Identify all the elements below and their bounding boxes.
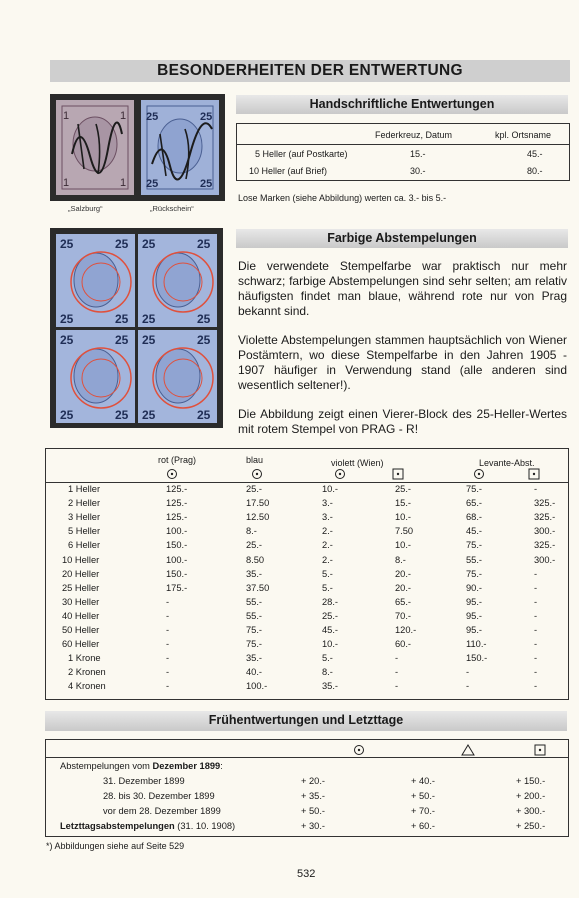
circle-dot-icon [168, 470, 177, 479]
early-row-v1: + 50.- [301, 806, 326, 816]
svg-text:25: 25 [146, 178, 159, 190]
table-cell: 20.- [395, 568, 412, 579]
early-row-label: 31. Dezember 1899 [103, 776, 185, 786]
stamp-value-label: 25 [60, 237, 74, 251]
table-cell: 125.- [166, 484, 188, 494]
caption-rueckschein: „Rückschein“ [150, 204, 194, 213]
stamp-value-label: 25 [115, 333, 129, 347]
page-number: 532 [297, 868, 316, 880]
table-cell: 75.- [466, 568, 483, 579]
table-cell: - [166, 610, 170, 621]
cancel-type-icons [46, 467, 568, 481]
stamp-value-label: 25 [115, 312, 129, 326]
table-cell: - [395, 681, 399, 692]
table-cell: 110.- [466, 639, 487, 650]
early-row-v1: + 20.- [301, 776, 326, 786]
header-blau: blau [246, 455, 264, 465]
table-cell: 45.- [322, 625, 339, 635]
stamp-value-label: 25 [142, 333, 156, 347]
circle-dot-icon [475, 470, 484, 479]
table-cell: - [534, 568, 538, 579]
table-cell: - [166, 667, 170, 678]
svg-text:1: 1 [63, 177, 70, 189]
table-cell: 28.- [322, 596, 339, 607]
table-row-label: 40 Heller [62, 610, 100, 621]
stamp-block-image [50, 228, 223, 428]
stamp [56, 330, 135, 423]
col-header-federkreuz: Federkreuz, Datum [375, 130, 453, 140]
table-cell: 55.- [466, 554, 483, 565]
svg-text:1: 1 [120, 177, 127, 189]
table-cell: 325.- [534, 540, 556, 551]
header-levante: Levante-Abst. [479, 458, 535, 468]
table-cell: - [466, 667, 470, 678]
last-day-v3: + 250.- [516, 821, 546, 831]
svg-text:1: 1 [63, 110, 70, 122]
handwritten-row-v2: 45.- [527, 149, 543, 159]
stamp-value-label: 25 [115, 237, 129, 251]
table-cell: - [534, 582, 538, 593]
table-cell: 17.50 [246, 498, 270, 509]
handwritten-row-v2: 80.- [527, 166, 543, 176]
col-header-ortsname: kpl. Ortsname [495, 130, 552, 140]
stamp [138, 234, 217, 327]
table-row-label: 6 Heller [68, 540, 101, 551]
table-cell: 120.- [395, 625, 417, 635]
handwritten-row-label: 10 Heller (auf Brief) [249, 166, 328, 176]
section-title-early-late: Frühentwertungen und Letzttage [45, 711, 567, 731]
table-cell: 150.- [466, 653, 488, 664]
stamp-value-label: 25 [197, 312, 211, 326]
last-day-bold: Letzttagsabstempelungen [60, 821, 175, 831]
table-cell: 5.- [322, 653, 333, 664]
svg-text:25: 25 [200, 111, 213, 123]
paragraph-3: Die Abbildung zeigt einen Vierer-Block des 25-Heller-Wertes mit rotem Stempel von PRAG - R! [238, 407, 567, 436]
table-row-label: 20 Heller [62, 568, 100, 579]
early-row-label: 28. bis 30. Dezember 1899 [103, 791, 215, 801]
table-cell: 55.- [246, 596, 263, 607]
table-row-label: 30 Heller [62, 596, 100, 607]
table-cell: - [395, 667, 399, 678]
early-row-label: vor dem 28. Dezember 1899 [103, 806, 221, 816]
header-rot-prag: rot (Prag) [158, 455, 197, 465]
table-cell: 15.- [395, 498, 412, 509]
table-cell: 100.- [166, 554, 188, 565]
table-cell: 70.- [395, 610, 412, 621]
footnote: *) Abbildungen siehe auf Seite 529 [46, 841, 185, 851]
table-cell: 35.- [246, 568, 263, 579]
table-cell: - [534, 639, 538, 650]
square-dot-icon [535, 745, 545, 755]
last-day-line [60, 821, 235, 831]
table-cell: - [166, 639, 170, 650]
main-price-table [45, 448, 569, 700]
last-day-v2: + 60.- [411, 821, 436, 831]
table-cell: 8.- [322, 667, 333, 678]
table-cell: - [534, 610, 538, 621]
table-cell: 37.50 [246, 582, 270, 593]
table-cell: 7.50 [395, 526, 414, 537]
table-row-label: 60 Heller [62, 639, 100, 650]
handwritten-table [236, 123, 570, 181]
caption-salzburg: „Salzburg“ [68, 204, 103, 213]
table-cell: 45.- [466, 526, 483, 537]
svg-text:25: 25 [200, 178, 213, 190]
table-cell: 10.- [322, 484, 339, 494]
svg-text:25: 25 [146, 111, 159, 123]
table-cell: 35.- [246, 653, 263, 664]
table-cell: 65.- [395, 596, 412, 607]
handwritten-stamps-svg [50, 94, 225, 201]
early-row-v3: + 300.- [516, 806, 546, 816]
stamp-value-label: 25 [142, 312, 156, 326]
table-cell: 2.- [322, 554, 333, 565]
intro-line [60, 761, 223, 771]
table-cell: 90.- [466, 582, 483, 593]
stamp-value-label: 25 [115, 408, 129, 422]
table-cell: - [166, 681, 170, 692]
table-cell: 300.- [534, 526, 556, 537]
paragraph-1: Die verwendete Stempelfarbe war praktisch nur mehr schwarz; farbige Abstempelungen sind sehr selten; am relativ häufigsten findet man blaue, während rote nur von Prag bekannt sind. [238, 259, 567, 318]
table-cell: - [466, 681, 470, 692]
table-cell: - [166, 596, 170, 607]
table-row-label: 2 Kronen [68, 667, 106, 678]
table-cell: - [534, 667, 538, 678]
table-cell: 68.- [466, 512, 483, 523]
early-row-v2: + 40.- [411, 776, 436, 786]
table-cell: 75.- [246, 625, 263, 635]
table-cell: 95.- [466, 596, 483, 607]
table-cell: 65.- [466, 498, 483, 509]
table-cell: 8.50 [246, 554, 265, 565]
table-row-label: 5 Heller [68, 526, 101, 537]
table-cell: 3.- [322, 512, 333, 523]
table-cell: 5.- [322, 582, 333, 593]
table-cell: 2.- [322, 526, 333, 537]
early-row-v1: + 35.- [301, 791, 326, 801]
svg-text:1: 1 [120, 110, 127, 122]
stamp-value-label: 25 [142, 237, 156, 251]
circle-dot-icon [336, 470, 345, 479]
table-cell: - [534, 484, 538, 494]
early-row-v3: + 150.- [516, 776, 546, 786]
early-late-icons [46, 742, 568, 758]
table-cell: 75.- [466, 540, 483, 551]
table-cell: 150.- [166, 568, 188, 579]
table-cell: 12.50 [246, 512, 270, 523]
table-cell: - [534, 653, 538, 664]
table-cell: 25.- [395, 484, 412, 494]
table-cell: - [395, 653, 399, 664]
page-title: BESONDERHEITEN DER ENTWERTUNG [50, 60, 570, 82]
table-cell: 10.- [395, 512, 412, 523]
intro-bold: Dezember 1899 [152, 761, 221, 771]
intro-suffix: : [220, 761, 223, 771]
table-cell: - [166, 625, 170, 635]
table-cell: 100.- [246, 681, 268, 692]
table-row-label: 10 Heller [62, 554, 100, 565]
table-cell: 95.- [466, 625, 483, 635]
stamp [56, 234, 135, 327]
table-cell: 8.- [395, 554, 406, 565]
table-cell: 3.- [322, 498, 333, 509]
table-cell: - [166, 653, 170, 664]
handwritten-row-v1: 15.- [410, 149, 426, 159]
table-cell: 55.- [246, 610, 263, 621]
table-row-label: 50 Heller [62, 625, 100, 635]
stamp-image-salzburg [50, 94, 225, 201]
table-cell: 35.- [322, 681, 339, 692]
section-title-handwritten: Handschriftliche Entwertungen [236, 95, 568, 114]
stamp-value-label: 25 [197, 237, 211, 251]
handwritten-row-label: 5 Heller (auf Postkarte) [255, 149, 348, 159]
table-cell: 300.- [534, 554, 556, 565]
table-cell: 25.- [246, 484, 263, 494]
table-cell: 25.- [246, 540, 263, 551]
table-cell: 325.- [534, 498, 556, 509]
block-stamps-svg [50, 228, 223, 428]
stamp-value-label: 25 [60, 333, 74, 347]
table-cell: 175.- [166, 582, 188, 593]
table-row-label: 1 Heller [68, 484, 101, 494]
table-cell: 125.- [166, 498, 188, 509]
table-cell: - [534, 681, 538, 692]
last-day-rest: (31. 10. 1908) [174, 821, 236, 831]
table-cell: 325.- [534, 512, 556, 523]
early-row-v3: + 200.- [516, 791, 546, 801]
stamp-value-label: 25 [60, 312, 74, 326]
circle-dot-icon [253, 470, 262, 479]
table-cell: 10.- [322, 639, 339, 650]
table-row-label: 2 Heller [68, 498, 101, 509]
table-row-label: 3 Heller [68, 512, 101, 523]
table-cell: - [534, 596, 538, 607]
table-cell: 5.- [322, 568, 333, 579]
table-cell: 75.- [466, 484, 483, 494]
table-row-label: 1 Krone [68, 653, 101, 664]
paragraph-2: Violette Abstempelungen stammen hauptsächlich von Wiener Postämtern, wo diese Stempelfarbe in den Jahren 1905 - 1907 häufiger in Verwendung stand (alle anderen sind wesentlich seltener!). [238, 333, 567, 392]
table-cell: 95.- [466, 610, 483, 621]
table-cell: 10.- [395, 540, 412, 551]
table-cell: 75.- [246, 639, 263, 650]
early-late-table [45, 739, 569, 837]
table-cell: 20.- [395, 582, 412, 593]
header-violett: violett (Wien) [331, 458, 384, 468]
loose-stamps-note: Lose Marken (siehe Abbildung) werten ca. 3.- bis 5.- [238, 193, 447, 203]
square-dot-icon [393, 469, 403, 479]
section-title-colored: Farbige Abstempelungen [236, 229, 568, 248]
table-row-label: 25 Heller [62, 582, 100, 593]
stamp-value-label: 25 [197, 333, 211, 347]
table-cell: 100.- [166, 526, 188, 537]
table-cell: 25.- [322, 610, 339, 621]
circle-dot-icon [355, 746, 364, 755]
table-cell: - [534, 625, 538, 635]
table-row-label: 4 Kronen [68, 681, 106, 692]
table-cell: 125.- [166, 512, 188, 523]
early-row-v2: + 50.- [411, 791, 436, 801]
triangle-icon [462, 745, 474, 755]
table-cell: 2.- [322, 540, 333, 551]
square-dot-icon [529, 469, 539, 479]
handwritten-row-v1: 30.- [410, 166, 426, 176]
table-cell: 150.- [166, 540, 188, 551]
stamp [138, 330, 217, 423]
stamp-value-label: 25 [60, 408, 74, 422]
table-cell: 8.- [246, 526, 257, 537]
stamp-value-label: 25 [197, 408, 211, 422]
table-cell: 40.- [246, 667, 263, 678]
stamp-value-label: 25 [142, 408, 156, 422]
early-row-v2: + 70.- [411, 806, 436, 816]
intro-prefix: Abstempelungen vom [60, 761, 153, 771]
last-day-v1: + 30.- [301, 821, 326, 831]
table-cell: 60.- [395, 639, 412, 650]
